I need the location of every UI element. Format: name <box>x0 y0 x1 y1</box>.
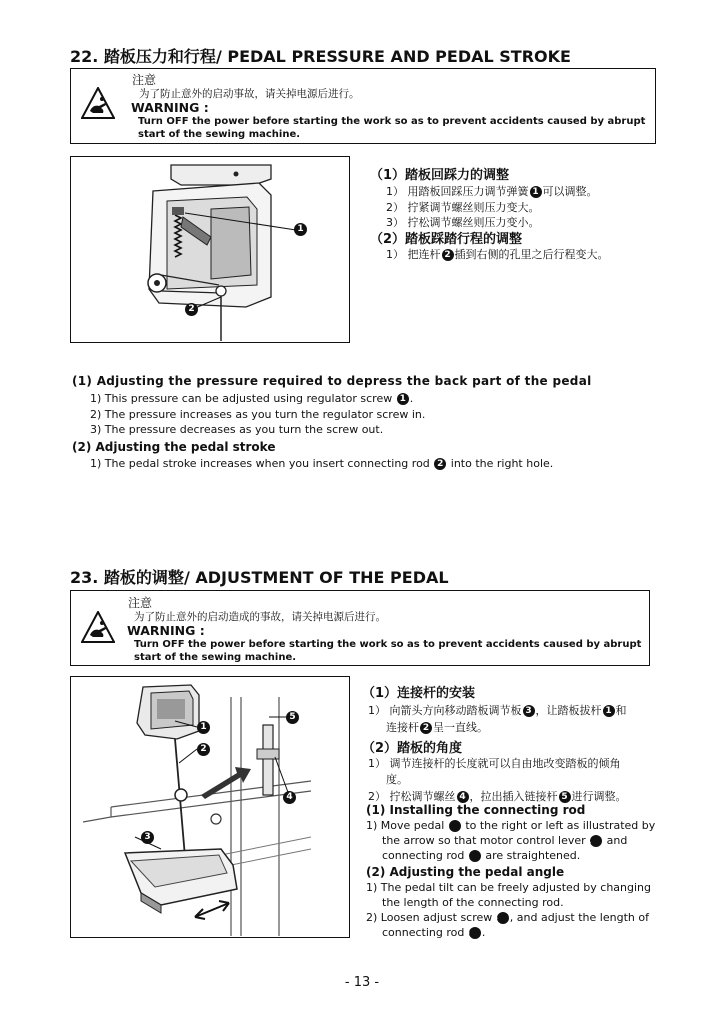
warning-cn-text: 为了防止意外的启动造成的事故，请关掉电源后进行。 <box>134 611 386 623</box>
en-item-text: . <box>481 926 486 939</box>
marker-3: 3 <box>141 831 154 844</box>
cn-item-2: 1） 调节连接杆的长度就可以自由地改变踏板的倾角 <box>368 757 621 770</box>
cn-item-1-cont <box>386 719 488 735</box>
cn-heading-pressure: （1）踏板回踩力的调整 <box>370 168 510 183</box>
en-item-text: 1) This pressure can be adjusted using regulator screw <box>90 392 393 405</box>
en-item-text: 2) Loosen adjust screw <box>366 911 493 924</box>
cn-item-2-cont: 度。 <box>386 773 408 786</box>
cn-item-1 <box>386 183 598 199</box>
hand-warning-icon <box>81 611 115 643</box>
page-number: - 13 - <box>344 975 380 990</box>
cn-item-text: 进行调整。 <box>571 790 627 803</box>
ref-marker: 1 <box>590 835 602 847</box>
cn-item-text: 和 <box>615 704 627 717</box>
cn-item-text: 2） 拧松调节螺丝 <box>368 790 456 803</box>
en-item-3 <box>366 910 658 940</box>
cn-item-text: 插到右侧的孔里之后行程变大。 <box>454 248 609 261</box>
cn-item-text: ，拉出插入链接杆 <box>469 790 558 803</box>
en-item-text: , and adjust the length of connecting rod <box>382 911 649 939</box>
warning-cn-text: 为了防止意外的启动事故，请关掉电源后进行。 <box>139 88 360 100</box>
ref-marker: 1 <box>603 705 615 717</box>
ref-marker: 2 <box>420 722 432 734</box>
cn-item-1 <box>368 702 627 718</box>
marker-1: 1 <box>197 721 210 734</box>
en-item-2: 2) The pressure increases as you turn the regulator screw in. <box>90 408 426 421</box>
ref-marker: 4 <box>457 791 469 803</box>
ref-marker: 5 <box>559 791 571 803</box>
cn-heading-angle: （2）踏板的角度 <box>362 741 463 756</box>
ref-marker: 5 <box>469 927 481 939</box>
warning-en-heading: WARNING : <box>127 623 205 638</box>
cn-item-3: 3） 拧松调节螺丝则压力变小。 <box>386 216 540 229</box>
cn-item-text: 1） 把连杆 <box>386 248 441 261</box>
pedal-adjustment-figure <box>70 676 350 938</box>
cn-item-text: 可以调整。 <box>542 185 598 198</box>
en-item-2: 1) The pedal tilt can be freely adjusted by changing the length of the connecting rod. <box>366 881 652 909</box>
cn-item-text: ，让踏板拔杆 <box>535 704 602 717</box>
en-heading-stroke: (2) Adjusting the pedal stroke <box>72 440 276 454</box>
en-item-text: 1) The pedal stroke increases when you insert connecting rod <box>90 457 430 470</box>
cn-item-text: 1） 用踏板回踩压力调节弹簧 <box>386 185 529 198</box>
en-item-text: and connecting rod <box>382 834 628 862</box>
ref-marker: 1 <box>397 393 409 405</box>
section-title-cn: 踏板压力和行程 <box>103 47 216 66</box>
pedal-connecting-rod-illustration <box>71 677 348 936</box>
marker-5: 5 <box>286 711 299 724</box>
regulator-spring-illustration <box>71 157 348 341</box>
warning-en-heading: WARNING : <box>131 100 209 115</box>
marker-2: 2 <box>197 743 210 756</box>
cn-heading-install: （1）连接杆的安装 <box>362 686 476 701</box>
en-item-text: into the right hole. <box>450 457 554 470</box>
en-item-1 <box>366 818 658 863</box>
marker-2: 2 <box>185 303 198 316</box>
cn-heading-stroke: （2）踏板踩踏行程的调整 <box>370 232 523 247</box>
warning-cn-heading: 注意 <box>128 596 153 610</box>
en-item-text: to the right or left as illustrated by the arrow so that motor control lever <box>382 819 656 847</box>
section-title-en: / PEDAL PRESSURE AND PEDAL STROKE <box>215 47 571 66</box>
section-title-en: / ADJUSTMENT OF THE PEDAL <box>183 568 449 587</box>
section-23-title <box>70 565 449 588</box>
marker-4: 4 <box>283 791 296 804</box>
marker-1: 1 <box>294 223 307 236</box>
warning-cn-heading: 注意 <box>132 73 157 87</box>
pedal-pressure-figure <box>70 156 350 343</box>
warning-en-text: Turn OFF the power before starting the work so as to prevent accidents caused by abrupt start of the sewing machine. <box>138 116 646 140</box>
warning-box-23 <box>70 590 650 666</box>
ref-marker: 3 <box>449 820 461 832</box>
en-item-3: 3) The pressure decreases as you turn the screw out. <box>90 423 384 436</box>
en-item-text: . <box>409 392 414 405</box>
section-22-title <box>70 44 571 67</box>
cn-item-text: 连接杆 <box>386 721 419 734</box>
warning-box-22 <box>70 68 656 144</box>
cn-item-text: 呈一直线。 <box>433 721 488 734</box>
cn-item-4 <box>386 246 609 262</box>
cn-item-2: 2） 拧紧调节螺丝则压力变大。 <box>386 201 540 214</box>
en-heading-pressure: (1) Adjusting the pressure required to depress the back part of the pedal <box>72 374 592 388</box>
cn-item-text: 1） 向箭头方向移动踏板调节板 <box>368 704 522 717</box>
en-item-1 <box>90 391 413 406</box>
section-title-cn: 踏板的调整 <box>103 568 184 587</box>
ref-marker: 1 <box>530 186 542 198</box>
ref-marker: 2 <box>434 458 446 470</box>
en-item-text: are straightened. <box>485 849 581 862</box>
section-number: 23. <box>70 568 99 587</box>
hand-warning-icon <box>81 87 115 119</box>
ref-marker: 4 <box>497 912 509 924</box>
en-item-4 <box>90 456 553 471</box>
en-heading-install: (1) Installing the connecting rod <box>366 803 586 817</box>
cn-item-3 <box>368 788 627 804</box>
en-heading-angle: (2) Adjusting the pedal angle <box>366 865 565 879</box>
ref-marker: 2 <box>469 850 481 862</box>
ref-marker: 3 <box>523 705 535 717</box>
warning-en-text: Turn OFF the power before starting the work so as to prevent accidents caused by abrupt start of the sewing machine. <box>134 639 642 663</box>
en-item-text: 1) Move pedal <box>366 819 445 832</box>
ref-marker: 2 <box>442 249 454 261</box>
section-number: 22. <box>70 47 99 66</box>
